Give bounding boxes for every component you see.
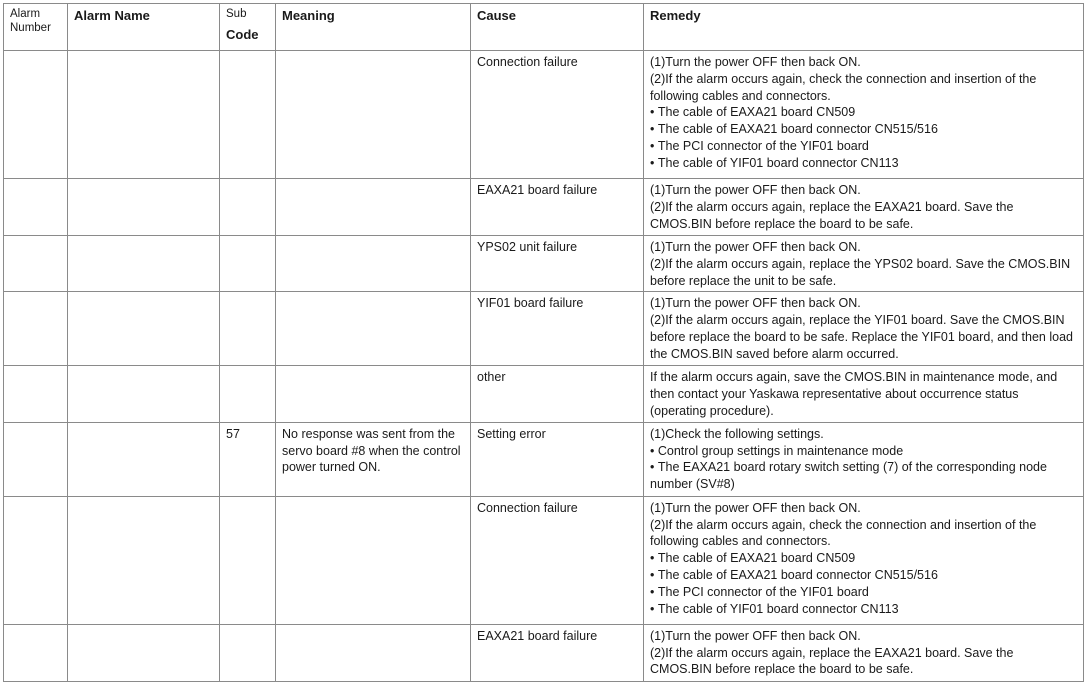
cell-cause: YPS02 unit failure bbox=[471, 236, 644, 292]
cell-alarm-number bbox=[4, 51, 68, 179]
alarm-table bbox=[3, 3, 1084, 682]
cell-meaning bbox=[276, 292, 471, 366]
remedy-step: (1)Turn the power OFF then back ON. bbox=[650, 500, 861, 515]
cell-alarm-name bbox=[68, 624, 220, 681]
header-meaning-label: Meaning bbox=[282, 8, 335, 23]
cell-sub-code bbox=[220, 179, 276, 236]
header-cause bbox=[471, 4, 644, 51]
table-row bbox=[4, 422, 1084, 496]
remedy-step: (2)If the alarm occurs again, check the connection and insertion of the following cables and connectors. bbox=[650, 517, 1037, 549]
cell-meaning bbox=[276, 496, 471, 624]
cell-cause: YIF01 board failure bbox=[471, 292, 644, 366]
cell-alarm-number bbox=[4, 422, 68, 496]
remedy-bullet-item: • Control group settings in maintenance mode bbox=[650, 443, 1077, 460]
cell-remedy bbox=[644, 51, 1084, 179]
cell-sub-code bbox=[220, 366, 276, 422]
cell-alarm-number bbox=[4, 236, 68, 292]
cell-alarm-name bbox=[68, 292, 220, 366]
cell-remedy bbox=[644, 236, 1084, 292]
cell-alarm-name bbox=[68, 366, 220, 422]
table-row bbox=[4, 179, 1084, 236]
cell-alarm-number bbox=[4, 179, 68, 236]
remedy-step: (1)Turn the power OFF then back ON. bbox=[650, 240, 861, 254]
cell-meaning bbox=[276, 51, 471, 179]
table-row bbox=[4, 496, 1084, 624]
header-remedy bbox=[644, 4, 1084, 51]
cell-alarm-name bbox=[68, 51, 220, 179]
header-meaning bbox=[276, 4, 471, 51]
cell-meaning bbox=[276, 236, 471, 292]
remedy-step: (2)If the alarm occurs again, replace the EAXA21 board. Save the CMOS.BIN before replace the board to be safe. bbox=[650, 199, 1014, 231]
cell-alarm-number bbox=[4, 496, 68, 624]
cell-meaning bbox=[276, 179, 471, 236]
header-alarm-name-label: Alarm Name bbox=[74, 8, 150, 23]
cell-remedy bbox=[644, 624, 1084, 681]
remedy-step: (2)If the alarm occurs again, replace the YPS02 board. Save the CMOS.BIN before replace the unit to be safe. bbox=[650, 256, 1071, 288]
header-sub-code-line1: Sub bbox=[226, 8, 247, 20]
remedy-bullet-item: • The cable of EAXA21 board CN509 bbox=[650, 550, 1077, 567]
header-alarm-name bbox=[68, 4, 220, 51]
cell-alarm-number bbox=[4, 292, 68, 366]
cell-cause: Setting error bbox=[471, 422, 644, 496]
cell-sub-code bbox=[220, 496, 276, 624]
remedy-step: (1)Turn the power OFF then back ON. bbox=[650, 183, 861, 197]
header-alarm-number-line1: Alarm bbox=[10, 8, 41, 20]
header-cause-label: Cause bbox=[477, 8, 517, 23]
cell-cause: Connection failure bbox=[471, 51, 644, 179]
cell-remedy bbox=[644, 292, 1084, 366]
table-header bbox=[4, 4, 1084, 51]
table-row bbox=[4, 366, 1084, 422]
cell-alarm-name bbox=[68, 179, 220, 236]
cell-cause: EAXA21 board failure bbox=[471, 179, 644, 236]
remedy-bullet-item: • The cable of YIF01 board connector CN113 bbox=[650, 155, 1077, 172]
cell-sub-code bbox=[220, 236, 276, 292]
header-remedy-label: Remedy bbox=[650, 8, 701, 23]
remedy-bullet-item: • The PCI connector of the YIF01 board bbox=[650, 138, 1077, 155]
cell-sub-code bbox=[220, 292, 276, 366]
remedy-step: (2)If the alarm occurs again, check the connection and insertion of the following cables and connectors. bbox=[650, 71, 1037, 103]
cell-alarm-name bbox=[68, 496, 220, 624]
cell-remedy bbox=[644, 422, 1084, 496]
cell-alarm-name bbox=[68, 422, 220, 496]
cell-alarm-number bbox=[4, 624, 68, 681]
header-alarm-number-line2: Number bbox=[10, 22, 51, 34]
remedy-bullet-item: • The cable of EAXA21 board connector CN515/516 bbox=[650, 121, 1077, 138]
cell-meaning bbox=[276, 624, 471, 681]
remedy-step: (1)Turn the power OFF then back ON. bbox=[650, 296, 861, 311]
table-row bbox=[4, 624, 1084, 681]
remedy-step: (2)If the alarm occurs again, replace the YIF01 board. Save the CMOS.BIN before replace the board to be safe. Replace the YIF01 board, and then load the CMOS.BIN saved before alarm occurred. bbox=[650, 313, 1073, 361]
table-body bbox=[4, 51, 1084, 682]
header-sub-code bbox=[220, 4, 276, 51]
remedy-bullet-item: • The EAXA21 board rotary switch setting (7) of the corresponding node number (SV#8) bbox=[650, 459, 1077, 493]
cell-meaning: No response was sent from the servo board #8 when the control power turned ON. bbox=[276, 422, 471, 496]
cell-remedy bbox=[644, 179, 1084, 236]
table-row bbox=[4, 51, 1084, 179]
cell-remedy bbox=[644, 366, 1084, 422]
cell-remedy bbox=[644, 496, 1084, 624]
cell-cause: EAXA21 board failure bbox=[471, 624, 644, 681]
remedy-step: (2)If the alarm occurs again, replace the EAXA21 board. Save the CMOS.BIN before replace the board to be safe. bbox=[650, 645, 1014, 677]
cell-cause: other bbox=[471, 366, 644, 422]
table-row bbox=[4, 292, 1084, 366]
remedy-bullet-item: • The PCI connector of the YIF01 board bbox=[650, 584, 1077, 601]
remedy-step: (1)Turn the power OFF then back ON. bbox=[650, 628, 861, 643]
cell-sub-code: 57 bbox=[220, 422, 276, 496]
header-row bbox=[4, 4, 1084, 51]
table-row bbox=[4, 236, 1084, 292]
cell-alarm-number bbox=[4, 366, 68, 422]
cell-cause: Connection failure bbox=[471, 496, 644, 624]
remedy-step: (1)Turn the power OFF then back ON. bbox=[650, 55, 861, 69]
remedy-bullet-item: • The cable of EAXA21 board CN509 bbox=[650, 104, 1077, 121]
remedy-step: If the alarm occurs again, save the CMOS.BIN in maintenance mode, and then contact your Yaskawa representative about occurrence status (operating procedure). bbox=[650, 370, 1058, 418]
remedy-step: (1)Check the following settings. bbox=[650, 426, 824, 441]
cell-meaning bbox=[276, 366, 471, 422]
cell-sub-code bbox=[220, 51, 276, 179]
cell-sub-code bbox=[220, 624, 276, 681]
header-alarm-number bbox=[4, 4, 68, 51]
remedy-bullet-item: • The cable of EAXA21 board connector CN515/516 bbox=[650, 567, 1077, 584]
remedy-bullet-item: • The cable of YIF01 board connector CN113 bbox=[650, 601, 1077, 618]
cell-alarm-name bbox=[68, 236, 220, 292]
header-sub-code-line2: Code bbox=[226, 27, 259, 42]
